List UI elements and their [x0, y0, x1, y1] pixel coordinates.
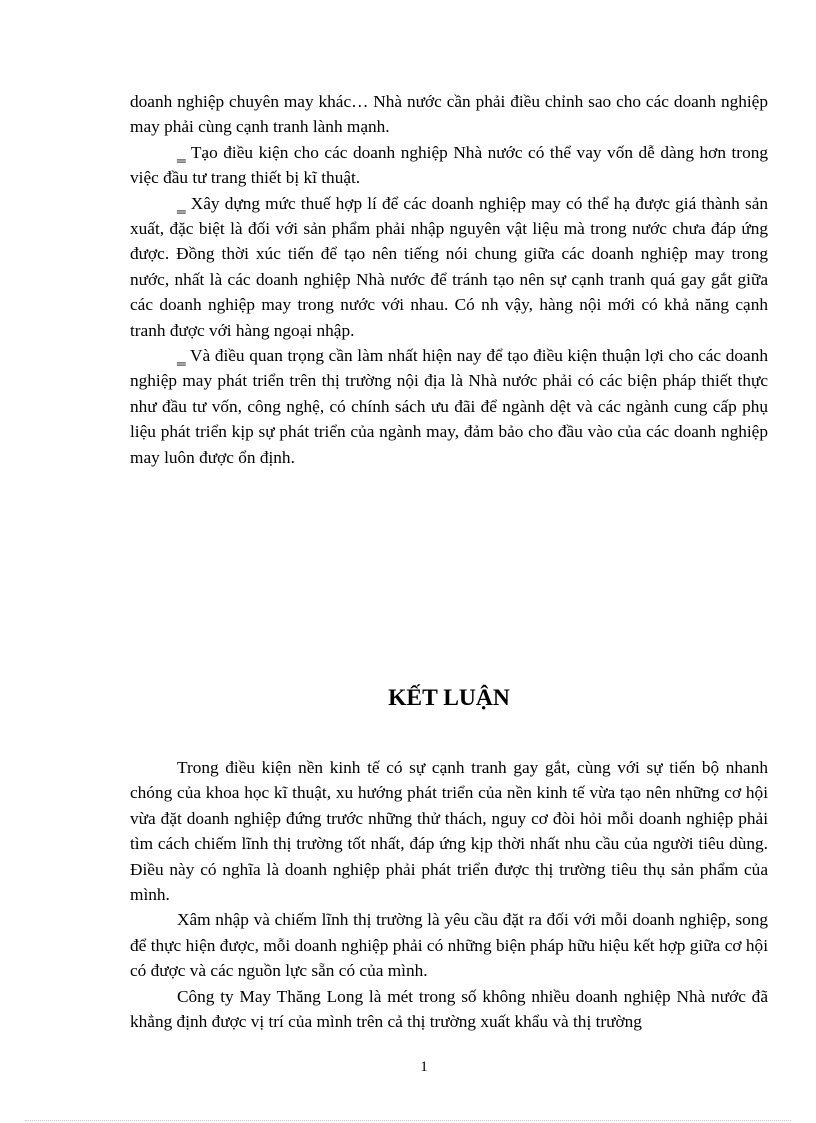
- conclusion-paragraph-2: Xâm nhập và chiếm lĩnh thị trường là yêu cầu đặt ra đối với mỗi doanh nghiệp, song để thực hiện được, mỗi doanh nghiệp phải có những biện pháp hữu hiệu kết hợp giữa cơ hội có được và các nguồn lực sẵn có của mình.: [130, 910, 768, 981]
- page-bottom-divider: [25, 1120, 791, 1121]
- paragraph-loan-support: ‗ Tạo điều kiện cho các doanh nghiệp Nhà nước có thể vay vốn dễ dàng hơn trong việc đầu tư trang thiết bị kĩ thuật.: [130, 142, 768, 188]
- conclusion-paragraph-1: Trong điều kiện nền kinh tế có sự cạnh tranh gay gắt, cùng với sự tiến bộ nhanh chóng của khoa học kĩ thuật, xu hướng phát triển của nền kinh tế vừa tạo nên những cơ hội vừa đặt doanh nghiệp đứng trước những thử thách, nguy cơ đòi hỏi mỗi doanh nghiệp phải tìm cách chiếm lĩnh thị trường tốt nhất, đáp ứng kịp thời nhất nhu cầu của người tiêu dùng. Điều này có nghĩa là doanh nghiệp phải phát triển được thị trường tiêu thụ sản phẩm của mình.: [130, 758, 768, 905]
- paragraph-continuation: doanh nghiệp chuyên may khác… Nhà nước cần phải điều chỉnh sao cho các doanh nghiệp may phải cùng cạnh tranh lành mạnh.: [130, 92, 768, 137]
- paragraph-state-measures: ‗ Và điều quan trọng cần làm nhất hiện nay để tạo điều kiện thuận lợi cho các doanh nghiệp may phát triển trên thị trường nội địa là Nhà nước phải có các biện pháp thiết thực như đầu tư vốn, công nghệ, có chính sách ưu đãi để ngành dệt và các ngành cung cấp phụ liệu phát triển kịp sự phát triển của ngành may, đảm bảo cho đầu vào của các doanh nghiệp may luôn được ổn định.: [130, 346, 768, 467]
- page-number: 1: [420, 1059, 428, 1075]
- conclusion-heading: KẾT LUẬN: [388, 685, 510, 711]
- conclusion-section: [130, 755, 768, 1034]
- conclusion-paragraph-3: Công ty May Thăng Long là mét trong số không nhiều doanh nghiệp Nhà nước đã khẳng định được vị trí của mình trên cả thị trường xuất khẩu và thị trường: [130, 986, 768, 1032]
- paragraph-tax-policy: ‗ Xây dựng mức thuế hợp lí để các doanh nghiệp may có thể hạ được giá thành sản xuất, đặc biệt là đối với sản phẩm phải nhập nguyên vật liệu mà trong nước chưa đáp ứng được. Đồng thời xúc tiến để tạo nên tiếng nói chung giữa các doanh nghiệp may trong nước, nhất là các doanh nghiệp Nhà nước để tránh tạo nên sự cạnh tranh quá gay gắt giữa các doanh nghiệp may trong nước với nhau. Có nh vậy, hàng nội mới có khả năng cạnh tranh được với hàng ngoại nhập.: [130, 193, 768, 340]
- recommendations-section: [130, 89, 768, 470]
